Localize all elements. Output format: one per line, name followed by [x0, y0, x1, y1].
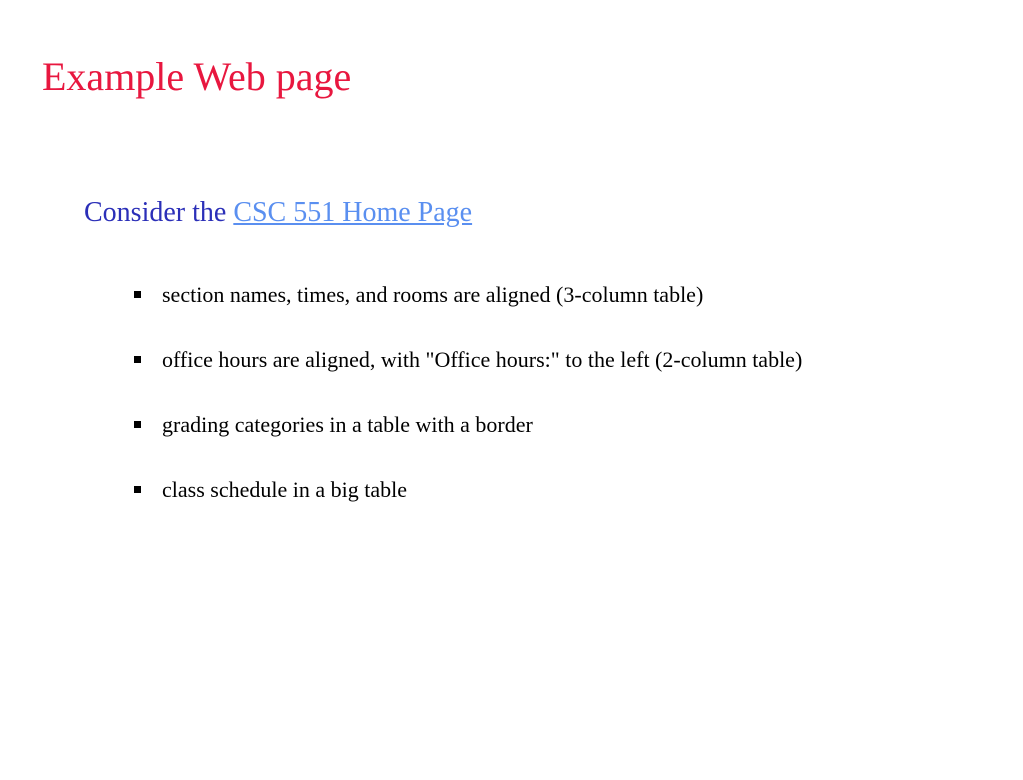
page-title: Example Web page [42, 54, 352, 99]
subheading [84, 196, 472, 230]
bullet-list [130, 280, 802, 540]
square-bullet-icon [134, 356, 141, 363]
list-item-text: grading categories in a table with a border [162, 412, 533, 437]
subheading-prefix: Consider the [84, 197, 234, 228]
square-bullet-icon [134, 291, 141, 298]
home-page-link[interactable]: CSC 551 Home Page [233, 197, 473, 228]
list-item-text: office hours are aligned, with "Office hours:" to the left (2-column table) [162, 347, 803, 372]
list-item-text: section names, times, and rooms are aligned (3-column table) [162, 282, 704, 307]
square-bullet-icon [134, 421, 141, 428]
list-item [130, 475, 802, 540]
list-item [130, 280, 802, 345]
list-item [130, 345, 802, 410]
square-bullet-icon [134, 486, 141, 493]
list-item [130, 410, 802, 475]
list-item-text: class schedule in a big table [162, 477, 407, 502]
